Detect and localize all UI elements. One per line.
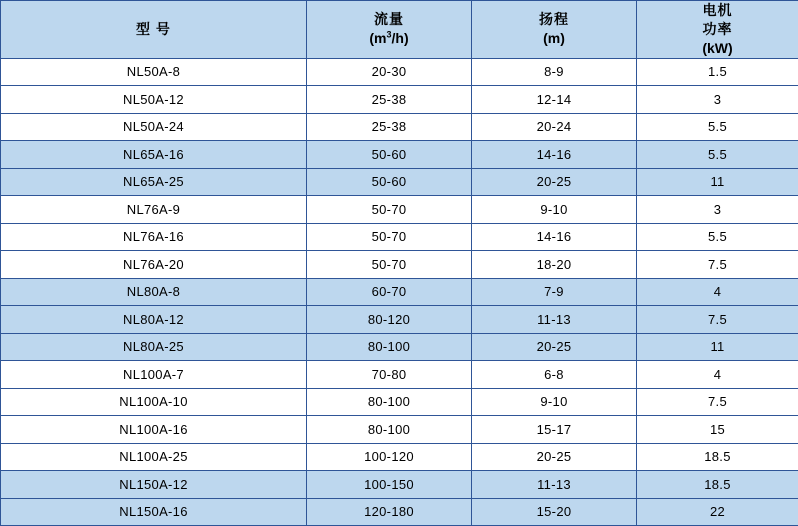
cell-head: 15-17	[472, 416, 637, 444]
cell-flow: 20-30	[307, 58, 472, 86]
cell-head: 20-25	[472, 443, 637, 471]
cell-head: 14-16	[472, 141, 637, 169]
column-header-head	[472, 1, 637, 59]
cell-power: 11	[637, 168, 798, 196]
cell-model: NL76A-9	[1, 196, 307, 224]
table-row	[1, 333, 798, 361]
cell-flow: 100-150	[307, 471, 472, 499]
cell-power: 5.5	[637, 141, 798, 169]
cell-head: 12-14	[472, 86, 637, 114]
cell-head: 11-13	[472, 306, 637, 334]
cell-power: 3	[637, 196, 798, 224]
table-row	[1, 196, 798, 224]
flow-unit-prefix: (m	[369, 30, 386, 46]
cell-model: NL50A-12	[1, 86, 307, 114]
cell-model: NL65A-16	[1, 141, 307, 169]
table-row	[1, 86, 798, 114]
cell-flow: 80-100	[307, 388, 472, 416]
cell-head: 14-16	[472, 223, 637, 251]
cell-head: 9-10	[472, 196, 637, 224]
table-row	[1, 471, 798, 499]
cell-power: 1.5	[637, 58, 798, 86]
column-header-power-unit: (kW)	[637, 39, 798, 58]
cell-head: 7-9	[472, 278, 637, 306]
cell-head: 20-25	[472, 168, 637, 196]
cell-model: NL100A-10	[1, 388, 307, 416]
cell-model: NL80A-25	[1, 333, 307, 361]
cell-head: 20-25	[472, 333, 637, 361]
table-row	[1, 388, 798, 416]
column-header-power-line1: 电机	[637, 1, 798, 20]
column-header-power-line2: 功率	[637, 20, 798, 39]
cell-power: 4	[637, 278, 798, 306]
column-header-model	[1, 1, 307, 59]
cell-head: 11-13	[472, 471, 637, 499]
cell-head: 8-9	[472, 58, 637, 86]
column-header-flow-unit	[307, 29, 471, 48]
cell-power: 5.5	[637, 223, 798, 251]
cell-flow: 25-38	[307, 86, 472, 114]
table-row	[1, 113, 798, 141]
cell-power: 11	[637, 333, 798, 361]
cell-flow: 80-120	[307, 306, 472, 334]
cell-model: NL100A-25	[1, 443, 307, 471]
cell-model: NL150A-16	[1, 498, 307, 526]
cell-flow: 50-70	[307, 223, 472, 251]
cell-flow: 50-60	[307, 168, 472, 196]
column-header-flow-line1: 流量	[307, 10, 471, 29]
cell-flow: 80-100	[307, 333, 472, 361]
cell-power: 7.5	[637, 251, 798, 279]
cell-power: 15	[637, 416, 798, 444]
table-row	[1, 223, 798, 251]
column-header-head-unit: (m)	[472, 29, 636, 48]
cell-flow: 100-120	[307, 443, 472, 471]
cell-flow: 50-70	[307, 251, 472, 279]
cell-flow: 50-60	[307, 141, 472, 169]
cell-flow: 70-80	[307, 361, 472, 389]
column-header-power	[637, 1, 798, 59]
cell-power: 4	[637, 361, 798, 389]
cell-head: 9-10	[472, 388, 637, 416]
cell-head: 6-8	[472, 361, 637, 389]
cell-model: NL50A-24	[1, 113, 307, 141]
cell-power: 7.5	[637, 388, 798, 416]
cell-power: 18.5	[637, 471, 798, 499]
table-body	[1, 58, 798, 526]
column-header-model-line1: 型 号	[1, 20, 306, 39]
cell-head: 15-20	[472, 498, 637, 526]
table-row	[1, 141, 798, 169]
cell-model: NL76A-16	[1, 223, 307, 251]
cell-model: NL80A-12	[1, 306, 307, 334]
column-header-head-line1: 扬程	[472, 10, 636, 29]
cell-head: 18-20	[472, 251, 637, 279]
flow-unit-suffix: /h)	[392, 30, 409, 46]
flow-unit-exponent: 3	[387, 30, 392, 40]
cell-power: 5.5	[637, 113, 798, 141]
cell-flow: 120-180	[307, 498, 472, 526]
cell-model: NL80A-8	[1, 278, 307, 306]
table-row	[1, 306, 798, 334]
table-row	[1, 416, 798, 444]
cell-flow: 50-70	[307, 196, 472, 224]
cell-power: 18.5	[637, 443, 798, 471]
table-row	[1, 251, 798, 279]
table-header-row	[1, 1, 798, 59]
cell-model: NL65A-25	[1, 168, 307, 196]
table-row	[1, 58, 798, 86]
cell-power: 22	[637, 498, 798, 526]
table-row	[1, 361, 798, 389]
cell-model: NL150A-12	[1, 471, 307, 499]
cell-power: 7.5	[637, 306, 798, 334]
table-row	[1, 278, 798, 306]
cell-power: 3	[637, 86, 798, 114]
table-row	[1, 498, 798, 526]
cell-model: NL50A-8	[1, 58, 307, 86]
table-row	[1, 168, 798, 196]
cell-model: NL100A-7	[1, 361, 307, 389]
cell-model: NL76A-20	[1, 251, 307, 279]
cell-model: NL100A-16	[1, 416, 307, 444]
cell-flow: 25-38	[307, 113, 472, 141]
cell-flow: 80-100	[307, 416, 472, 444]
cell-head: 20-24	[472, 113, 637, 141]
cell-flow: 60-70	[307, 278, 472, 306]
column-header-flow	[307, 1, 472, 59]
table-header	[1, 1, 798, 59]
